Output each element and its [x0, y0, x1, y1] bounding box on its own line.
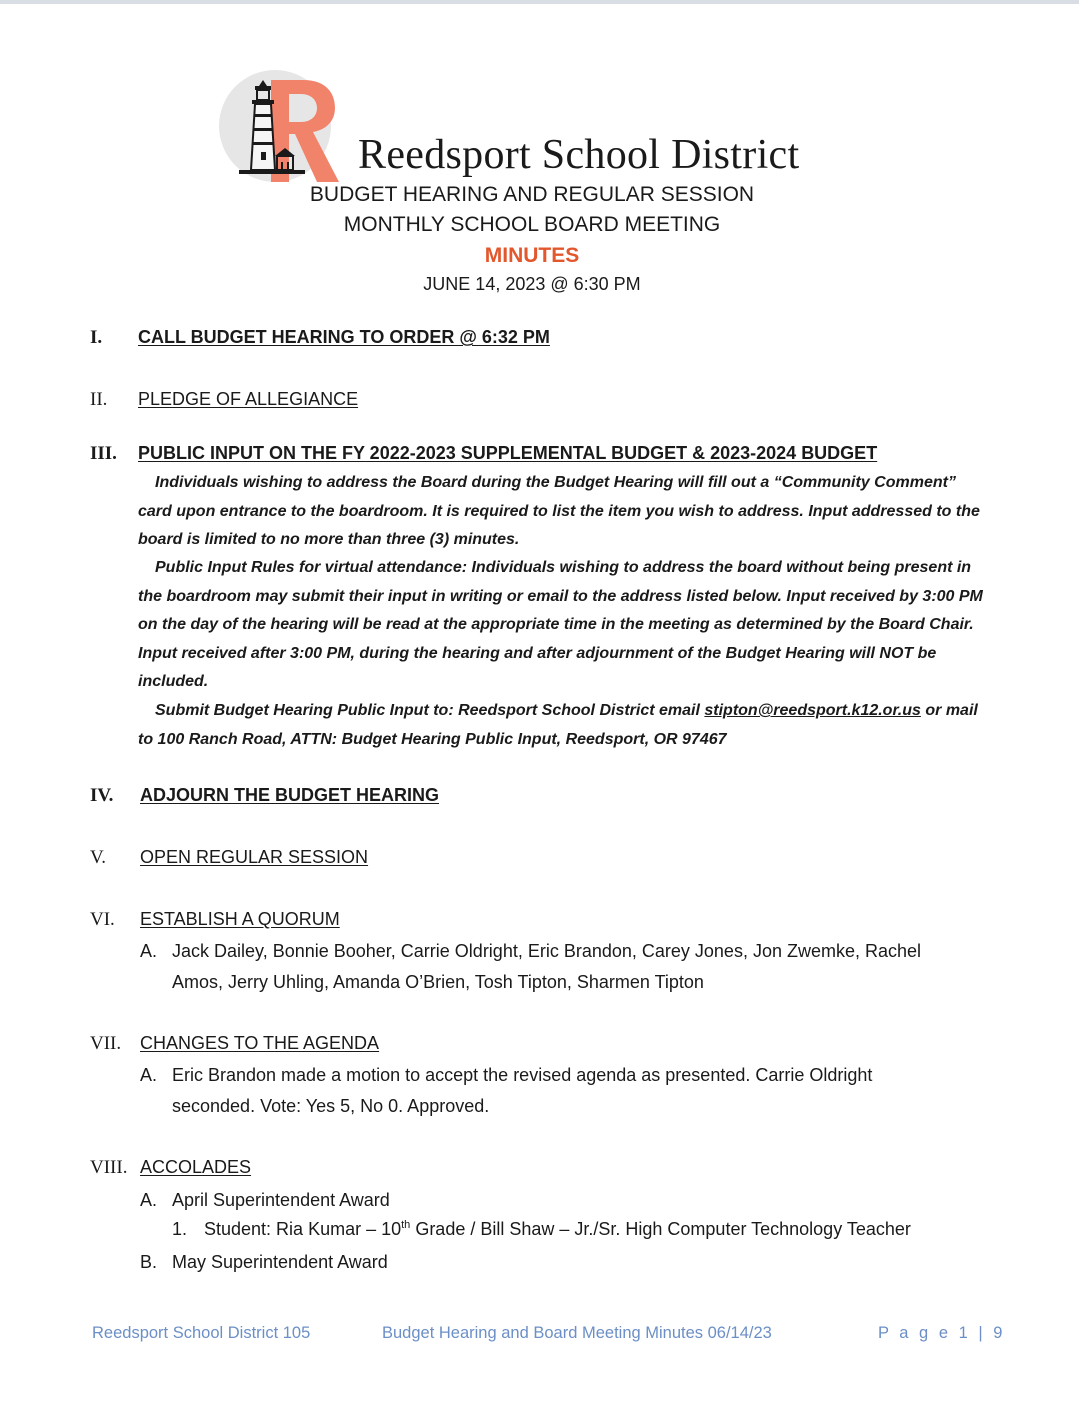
public-input-paragraph-3 — [138, 697, 988, 754]
section-title: ADJOURN THE BUDGET HEARING — [140, 785, 440, 805]
motion-line-1: Eric Brandon made a motion to accept the revised agenda as presented. Carrie Oldright — [172, 1065, 873, 1085]
section-title: OPEN REGULAR SESSION — [140, 847, 369, 867]
public-input-paragraph-1 — [138, 469, 988, 555]
section-title: ESTABLISH A QUORUM — [140, 909, 340, 929]
section-number: I. — [90, 327, 103, 348]
meeting-subtitle-1: BUDGET HEARING AND REGULAR SESSION — [309, 183, 755, 206]
section-number: VI. — [90, 909, 115, 930]
meeting-subtitle-2: MONTHLY SCHOOL BOARD MEETING — [343, 213, 721, 236]
section-number: II. — [90, 389, 108, 410]
recipient-student: Student: Ria Kumar – 10 — [204, 1219, 402, 1239]
section-number: V. — [90, 847, 107, 868]
scan-top-edge — [0, 0, 1079, 4]
item-label: A. — [140, 941, 158, 961]
district-logo — [213, 66, 343, 184]
section-title: ACCOLADES — [140, 1157, 252, 1177]
item-label: 1. — [172, 1219, 188, 1239]
public-input-text: Individuals wishing to address the Board during the Budget Hearing will fill out a “Community Comment” card upon entrance to the boardroom. It is required to list the item you wish to address. Input addressed to the board is limited to no more than three (3) minutes. — [138, 474, 980, 549]
motion-line-2: seconded. Vote: Yes 5, No 0. Approved. — [172, 1096, 490, 1116]
section-number: IV. — [90, 785, 114, 806]
award-title: April Superintendent Award — [172, 1190, 390, 1210]
item-label: A. — [140, 1065, 158, 1085]
recipients-text — [204, 1214, 911, 1245]
item-label: A. — [140, 1190, 158, 1210]
footer-district: Reedsport School District 105 — [92, 1324, 311, 1342]
footer-page-number: P a g e 1 | 9 — [878, 1324, 1006, 1342]
attendees-line-2: Amos, Jerry Uhling, Amanda O’Brien, Tosh Tipton, Sharmen Tipton — [172, 972, 704, 992]
mailing-address-text: or mail to 100 Ranch Road, ATTN: Budget Hearing Public Input, Reedsport, OR 97467 — [138, 702, 978, 748]
section-title: CALL BUDGET HEARING TO ORDER @ 6:32 PM — [138, 327, 550, 347]
document-type-label: MINUTES — [484, 244, 580, 267]
footer-document-title: Budget Hearing and Board Meeting Minutes 06/14/23 — [382, 1324, 772, 1342]
district-name: Reedsport School District — [358, 132, 800, 178]
section-number: VIII. — [90, 1157, 128, 1178]
item-label: B. — [140, 1252, 158, 1272]
recipient-teacher: Grade / Bill Shaw – Jr./Sr. High Computer Technology Teacher — [410, 1219, 911, 1239]
submit-input-text: Submit Budget Hearing Public Input to: Reedsport School District email — [155, 702, 705, 719]
award-title: May Superintendent Award — [172, 1252, 388, 1272]
section-title: CHANGES TO THE AGENDA — [140, 1033, 380, 1053]
section-title: PLEDGE OF ALLEGIANCE — [138, 389, 359, 409]
section-number: VII. — [90, 1033, 122, 1054]
virtual-input-rules-text: Public Input Rules for virtual attendance: Individuals wishing to address the board without being present in the boardroom may submit their input in writing or email to the address listed below. Input received by 3:00 PM on the day of the hearing will be read at the appropriate time in the meeting as determined by the Board Chair. Input received after 3:00 PM, during the hearing and after adjournment of the Budget Hearing will NOT be included. — [138, 559, 983, 691]
public-input-paragraph-2 — [138, 554, 988, 697]
meeting-date: JUNE 14, 2023 @ 6:30 PM — [423, 274, 641, 294]
section-number: III. — [90, 443, 117, 464]
attendees-line-1: Jack Dailey, Bonnie Booher, Carrie Oldright, Eric Brandon, Carey Jones, Jon Zwemke, Rachel — [172, 941, 922, 961]
grade-suffix: th — [401, 1219, 411, 1231]
section-title: PUBLIC INPUT ON THE FY 2022-2023 SUPPLEMENTAL BUDGET & 2023-2024 BUDGET — [138, 443, 878, 463]
email-link[interactable]: stipton@reedsport.k12.or.us — [704, 702, 921, 719]
